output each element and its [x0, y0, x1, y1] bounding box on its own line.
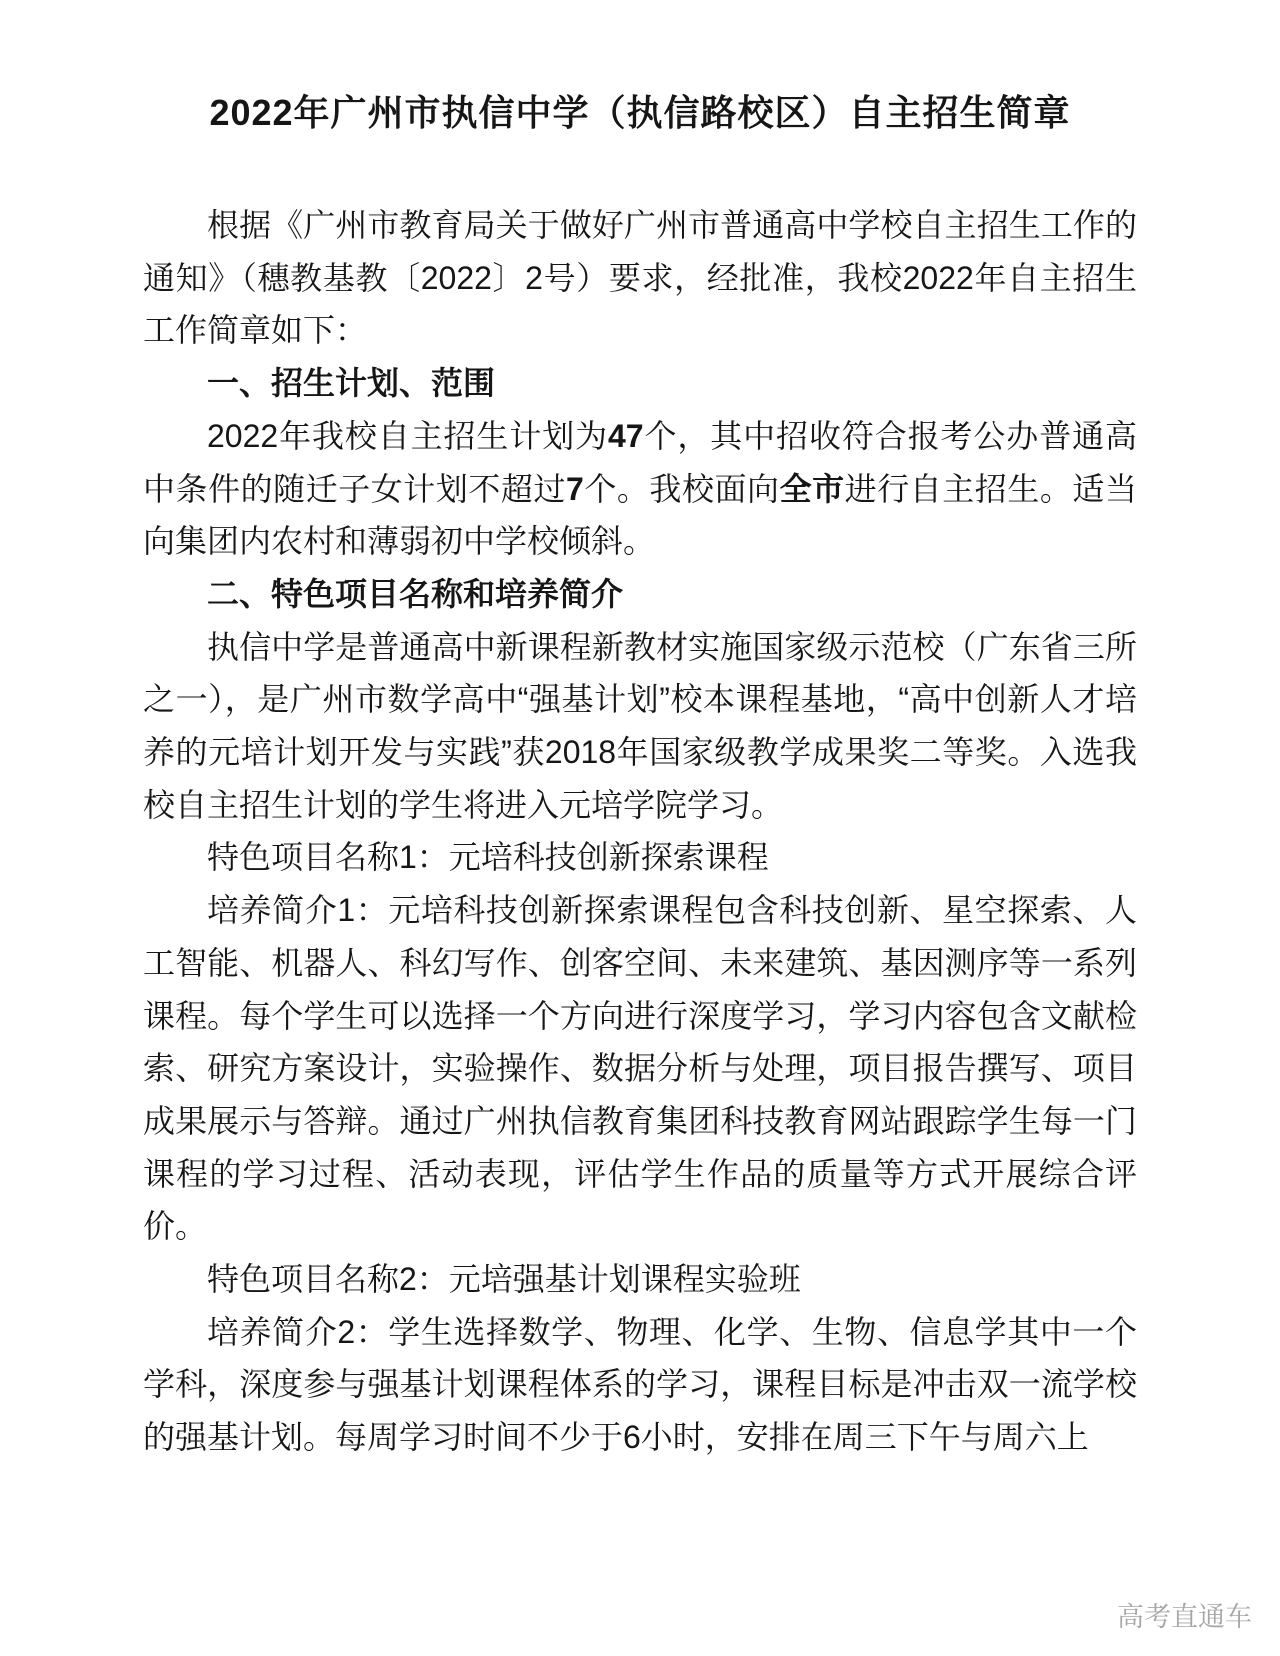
text-run: 培养简介2：学生选择数学、物理、化学、生物、信息学其中一个学科，深度参与强基计划课程体系的学习，课程目标是冲击双一流学校的强基计划。每周学习时间不少于6小时，安排在周三下午与周六上	[143, 1313, 1137, 1456]
bold-text-run: 二、特色项目名称和培养简介	[207, 575, 624, 612]
section-heading	[143, 568, 1137, 621]
paragraph	[143, 410, 1137, 568]
document-body	[143, 199, 1137, 1464]
watermark-text: 高考直通车	[1117, 1602, 1252, 1632]
paragraph	[143, 1253, 1137, 1306]
paragraph	[143, 884, 1137, 1253]
paragraph	[143, 621, 1137, 832]
text-run: 执信中学是普通高中新课程新教材实施国家级示范校（广东省三所之一），是广州市数学高中“强基计划”校本课程基地，“高中创新人才培养的元培计划开发与实践”获2018年国家级教学成果奖二等奖。入选我校自主招生计划的学生将进入元培学院学习。	[143, 628, 1137, 823]
section-heading	[143, 357, 1137, 410]
bold-text-run: 全市	[779, 470, 845, 507]
bold-text-run: 47	[608, 417, 644, 454]
text-run: 个。我校面向	[583, 470, 780, 507]
paragraph	[143, 199, 1137, 357]
document	[143, 0, 1137, 1464]
text-run: 特色项目名称2：元培强基计划课程实验班	[207, 1261, 801, 1298]
text-run: 根据《广州市教育局关于做好广州市普通高中学校自主招生工作的通知》（穗教基教〔2022〕2号）要求，经批准，我校2022年自主招生工作简章如下：	[143, 207, 1137, 349]
text-run: 2022年我校自主招生计划为	[207, 417, 608, 454]
text-run: 特色项目名称1：元培科技创新探索课程	[207, 839, 769, 876]
bold-text-run: 一、招生计划、范围	[207, 365, 496, 402]
text-run: 个，其中招收符合报考公办普通高中条件的随迁子女计划不超过	[143, 417, 1137, 507]
text-run: 进行自主招生。适当向集团内农村和薄弱初中学校倾斜。	[143, 470, 1137, 560]
document-title: 2022年广州市执信中学（执信路校区）自主招生简章	[209, 92, 1071, 133]
paragraph	[143, 831, 1137, 884]
bold-text-run: 7	[566, 470, 584, 507]
text-run: 培养简介1：元培科技创新探索课程包含科技创新、星空探索、人工智能、机器人、科幻写作、创客空间、未来建筑、基因测序等一系列课程。每个学生可以选择一个方向进行深度学习，学习内容包含文献检索、研究方案设计，实验操作、数据分析与处理，项目报告撰写、项目成果展示与答辩。通过广州执信教育集团科技教育网站跟踪学生每一门课程的学习过程、活动表现，评估学生作品的质量等方式开展综合评价。	[143, 892, 1137, 1245]
paragraph	[143, 1306, 1137, 1464]
